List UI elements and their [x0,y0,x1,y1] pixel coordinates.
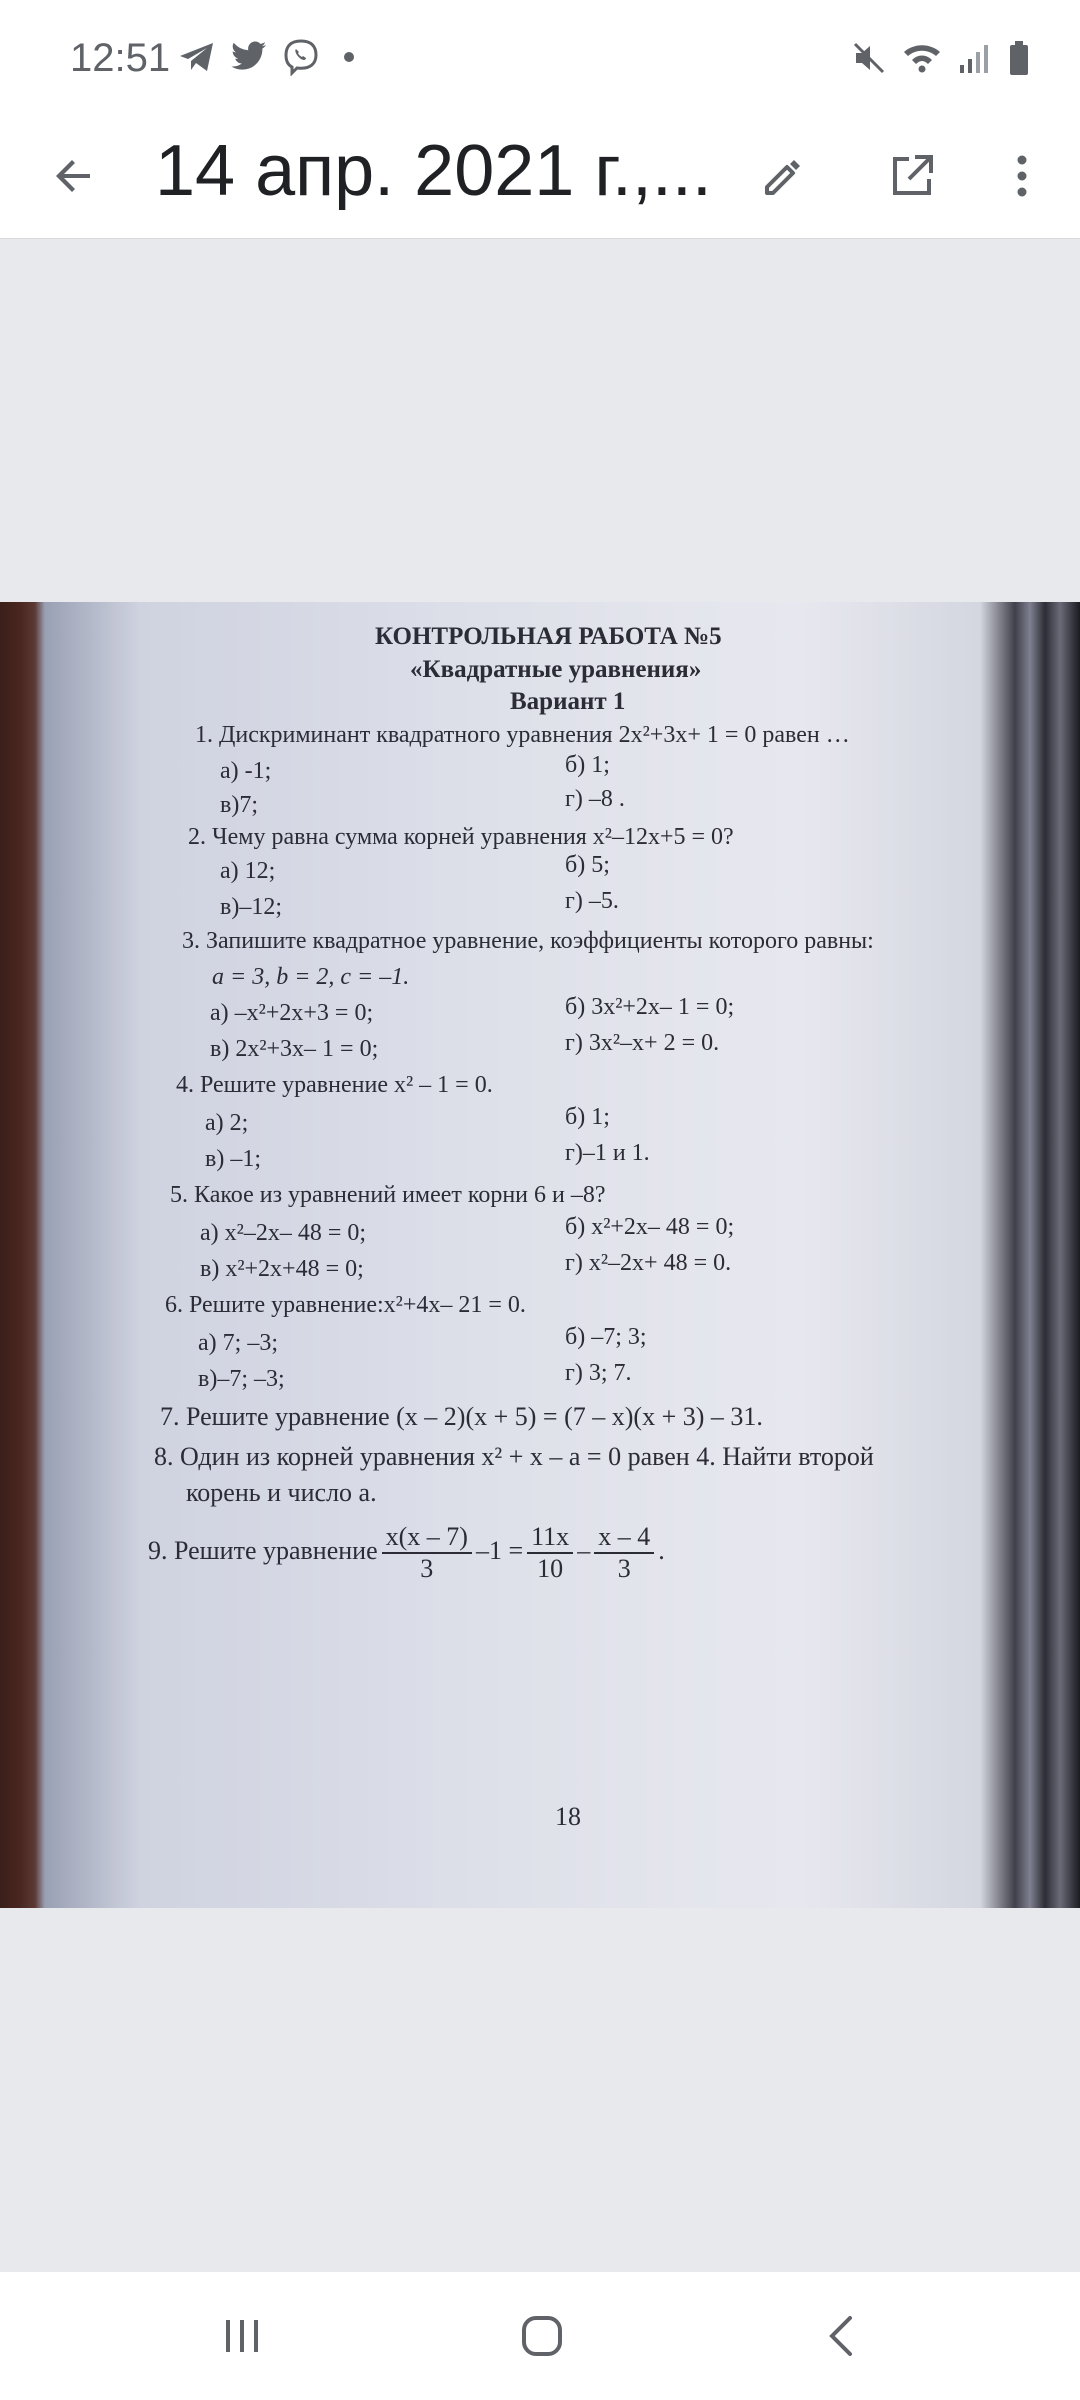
notification-dot [344,52,354,62]
q5-option-b: б) x²+2x– 48 = 0; [565,1214,735,1240]
battery-icon [1008,40,1030,76]
status-left-icons [178,38,354,76]
twitter-icon [230,40,268,74]
question-8-line-1: 8. Один из корней уравнения x² + x – a = 0 равен 4. Найти второй [154,1442,874,1471]
telegram-icon [178,40,216,74]
q6-option-a: а) 7; –3; [198,1330,278,1356]
q4-option-c: в) –1; [205,1146,261,1172]
question-6: 6. Решите уравнение:x²+4x– 21 = 0. [165,1292,526,1318]
q1-option-b: б) 1; [565,752,610,778]
q9-frac1-numerator: x(x – 7) [382,1522,472,1554]
q9-end: . [658,1535,665,1565]
q5-option-a: а) x²–2x– 48 = 0; [200,1220,367,1246]
q3-option-a: а) –x²+2x+3 = 0; [210,1000,374,1026]
open-external-icon [887,151,937,201]
q5-option-c: в) x²+2x+48 = 0; [200,1256,364,1282]
q4-option-b: б) 1; [565,1104,610,1130]
wifi-icon [902,41,942,75]
status-time: 12:51 [70,36,171,80]
edit-button[interactable] [752,144,816,208]
back-icon [822,2312,862,2360]
q3-option-c: в) 2x²+3x– 1 = 0; [210,1036,379,1062]
q1-option-a: а) -1; [220,758,272,784]
worksheet [140,602,1000,1908]
q2-option-c: в)–12; [220,894,282,920]
more-options-button[interactable] [990,144,1054,208]
q5-option-d: г) x²–2x+ 48 = 0. [565,1250,732,1276]
edit-icon [759,151,809,201]
q9-fraction-2 [527,1522,573,1584]
nav-back-button[interactable] [806,2300,878,2372]
arrow-back-icon [50,152,98,200]
q6-option-d: г) 3; 7. [565,1360,632,1386]
q9-frac2-numerator: 11x [527,1522,573,1554]
question-8-line-2: корень и число a. [186,1478,377,1507]
document-photo[interactable] [0,602,1080,1908]
q9-fraction-3 [594,1522,654,1584]
question-7: 7. Решите уравнение (x – 2)(x + 5) = (7 – x)(x + 3) – 31. [160,1402,763,1431]
mute-icon [852,41,886,75]
q4-option-d: г)–1 и 1. [565,1140,650,1166]
back-button[interactable] [42,144,106,208]
question-5: 5. Какое из уравнений имеет корни 6 и –8? [170,1182,606,1208]
q2-option-d: г) –5. [565,888,619,914]
worksheet-variant: Вариант 1 [510,688,626,715]
q1-option-c: в)7; [220,792,258,818]
q4-option-a: а) 2; [205,1110,249,1136]
q3-coefficients: a = 3, b = 2, c = –1. [212,964,410,990]
q9-fraction-1 [382,1522,472,1584]
q1-option-d: г) –8 . [565,786,625,812]
viber-icon [282,38,320,76]
question-1: 1. Дискриминант квадратного уравнения 2x²+3x+ 1 = 0 равен … [195,722,850,748]
status-right-icons [852,40,1030,76]
status-bar [0,0,1080,120]
q9-frac2-denominator: 10 [537,1554,564,1583]
worksheet-subtitle: «Квадратные уравнения» [410,656,702,683]
recent-apps-icon [220,2314,264,2358]
recent-apps-button[interactable] [206,2300,278,2372]
q6-option-b: б) –7; 3; [565,1324,647,1350]
q3-option-b: б) 3x²+2x– 1 = 0; [565,994,735,1020]
q9-mid: –1 = [475,1535,524,1565]
q9-prefix: 9. Решите уравнение [148,1535,378,1565]
q2-option-a: а) 12; [220,858,276,884]
q9-minus: – [577,1535,591,1565]
q9-frac3-denominator: 3 [617,1554,631,1583]
question-3: 3. Запишите квадратное уравнение, коэффициенты которого равны: [182,928,874,954]
q2-option-b: б) 5; [565,852,610,878]
signal-icon [958,41,992,75]
open-external-button[interactable] [880,144,944,208]
q9-frac3-numerator: x – 4 [594,1522,654,1554]
q9-frac1-denominator: 3 [420,1554,434,1583]
home-button[interactable] [506,2300,578,2372]
home-icon [518,2312,566,2360]
more-vert-icon [1012,151,1032,201]
app-bar [0,120,1080,239]
page-number: 18 [555,1802,581,1831]
q3-option-d: г) 3x²–x+ 2 = 0. [565,1030,720,1056]
q6-option-c: в)–7; –3; [198,1366,285,1392]
system-nav-bar [0,2272,1080,2400]
question-2: 2. Чему равна сумма корней уравнения x²–12x+5 = 0? [188,824,734,850]
question-9 [148,1522,665,1584]
page-title: 14 апр. 2021 г.,... [155,131,712,211]
worksheet-title: КОНТРОЛЬНАЯ РАБОТА №5 [375,623,722,650]
question-4: 4. Решите уравнение x² – 1 = 0. [176,1072,493,1098]
